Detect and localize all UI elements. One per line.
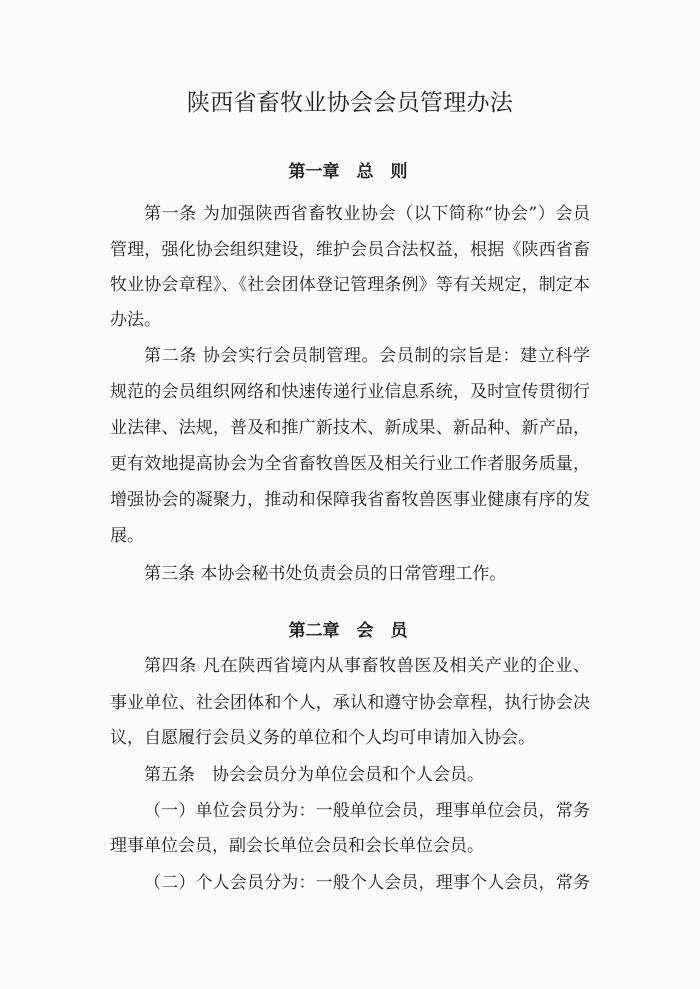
article-1-line-3: 牧业协会章程》、《社会团体登记管理条例》等有关规定，制定本 bbox=[110, 275, 590, 295]
article-3-line-1: 第三条 本协会秘书处负责会员的日常管理工作。 bbox=[144, 564, 507, 584]
article-2-line-5: 增强协会的凝聚力，推动和保障我省畜牧兽医事业健康有序的发 bbox=[110, 490, 590, 510]
item-1-line-1: （一）单位会员分为：一般单位会员，理事单位会员，常务 bbox=[144, 801, 590, 821]
article-1-line-4: 办法。 bbox=[110, 310, 161, 330]
article-2-line-2: 规范的会员组织网络和快速传递行业信息系统，及时宣传贯彻行 bbox=[110, 382, 590, 402]
article-2-line-4: 更有效地提高协会为全省畜牧兽医及相关行业工作者服务质量， bbox=[110, 454, 590, 474]
chapter-1-heading: 第一章 总 则 bbox=[288, 162, 408, 182]
article-4-line-3: 议，自愿履行会员义务的单位和个人均可申请加入协会。 bbox=[110, 728, 535, 748]
item-1-line-2: 理事单位会员，副会长单位会员和会长单位会员。 bbox=[110, 836, 484, 856]
document-title: 陕西省畜牧业协会会员管理办法 bbox=[186, 90, 514, 116]
article-1-line-1: 第一条 为加强陕西省畜牧业协会（以下简称“协会”）会员 bbox=[144, 204, 590, 224]
chapter-2-heading: 第二章 会 员 bbox=[288, 621, 408, 641]
article-2-line-3: 业法律、法规，普及和推广新技术、新成果、新品种、新产品， bbox=[110, 418, 590, 438]
article-2-line-6: 展。 bbox=[110, 526, 144, 546]
article-4-line-1: 第四条 凡在陕西省境内从事畜牧兽医及相关产业的企业、 bbox=[144, 656, 590, 676]
article-4-line-2: 事业单位、社会团体和个人，承认和遵守协会章程，执行协会决 bbox=[110, 693, 590, 713]
article-2-line-1: 第二条 协会实行会员制管理。会员制的宗旨是：建立科学 bbox=[144, 346, 590, 366]
article-1-line-2: 管理，强化协会组织建设，维护会员合法权益，根据《陕西省畜 bbox=[110, 240, 590, 260]
item-2-line-1: （二）个人会员分为：一般个人会员，理事个人会员，常务 bbox=[144, 873, 590, 893]
article-5-line-1: 第五条 协会会员分为单位会员和个人会员。 bbox=[144, 765, 484, 785]
